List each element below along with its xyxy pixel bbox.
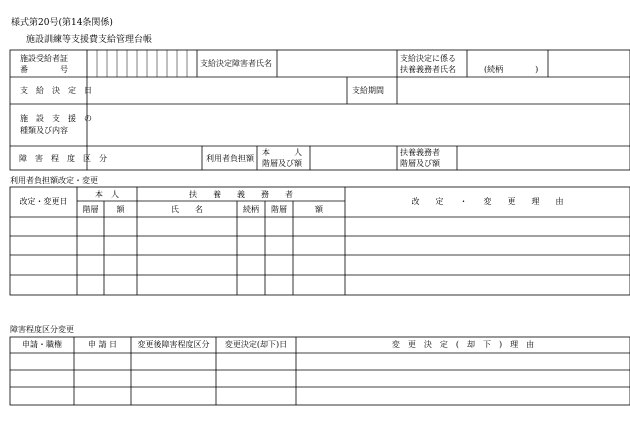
- self-header: 本 人: [95, 190, 119, 199]
- class-change-title: 障害程度区分変更: [10, 325, 74, 334]
- self-tier-label-2: 階層及び額: [262, 159, 302, 168]
- facility-support-label: 施 設 支 援 の: [20, 114, 92, 123]
- applicant-header: 申請・職権: [22, 340, 62, 349]
- guardian-header: 扶 養 義 務 者: [189, 190, 293, 199]
- guardian-tier-header: 階層: [271, 205, 287, 214]
- guardian-tier-label-2: 階層及び額: [400, 159, 440, 168]
- apply-date-header: 申 請 日: [87, 340, 118, 349]
- payment-period-label: 支給期間: [352, 86, 384, 95]
- cert-number-label-2: 番 号: [20, 65, 68, 74]
- guardian-name-label-2: 扶養義務者氏名: [400, 65, 456, 74]
- cert-number-label: 施設受給者証: [20, 54, 68, 63]
- guardian-relation-header: 続柄: [243, 205, 259, 214]
- decision-date-header: 変更決定(却下)日: [224, 340, 288, 349]
- user-burden-label: 利用者負担額: [206, 154, 254, 163]
- self-tier-label: 本 人: [262, 148, 302, 157]
- guardian-name-header: 氏 名: [171, 205, 203, 214]
- guardian-name-label: 支給決定に係る: [400, 54, 456, 63]
- form-number: 様式第20号(第14条関係): [11, 18, 113, 28]
- decision-date-label: 支 給 決 定 日: [20, 86, 92, 95]
- facility-support-label-2: 種類及び内容: [20, 126, 68, 135]
- disabled-person-name-label: 支給決定障害者氏名: [200, 59, 272, 68]
- guardian-tier-label: 扶養義務者: [400, 148, 440, 157]
- change-date-header: 改定・変更日: [19, 197, 68, 206]
- self-tier-header: 階層: [82, 205, 99, 214]
- disability-class-label: 障 害 程 度 区 分: [19, 154, 107, 163]
- burden-change-title: 利用者負担額改定・変更: [10, 176, 98, 185]
- guardian-relation-label: (続柄 ): [484, 65, 539, 74]
- change-reason-header: 改 定 ・ 変 更 理 由: [411, 197, 564, 206]
- form-title: 施設訓練等支援費支給管理台帳: [26, 35, 153, 45]
- new-class-header: 変更後障害程度区分: [137, 340, 210, 349]
- decision-reason-header: 変 更 決 定 ( 却 下 ) 理 由: [391, 340, 535, 349]
- self-amount-header: 額: [116, 205, 125, 214]
- guardian-amount-header: 額: [315, 205, 323, 214]
- cert-number-boxes: [97, 50, 187, 77]
